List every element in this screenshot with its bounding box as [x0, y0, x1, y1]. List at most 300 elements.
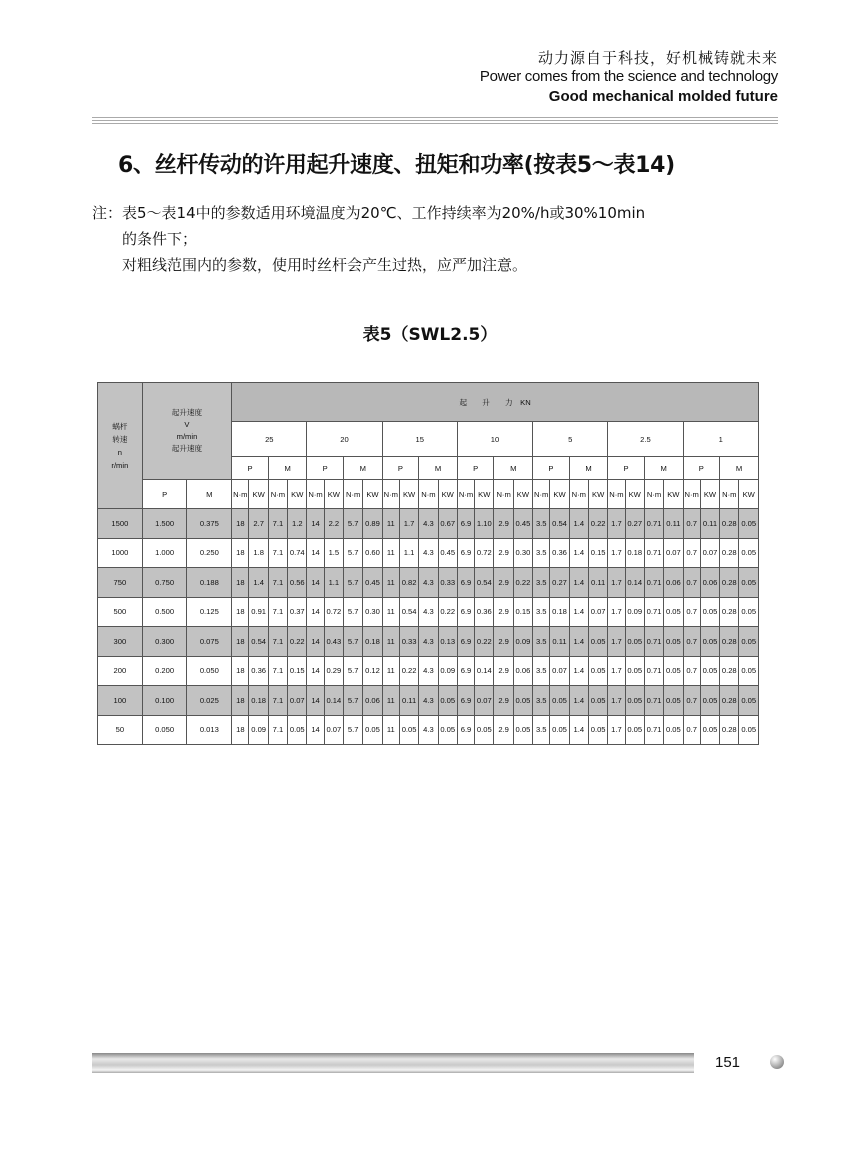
- cell-value: 0.71: [644, 686, 663, 716]
- cell-value: 14: [307, 627, 324, 657]
- cell-value: 5.7: [344, 597, 363, 627]
- cell-value: 18: [232, 568, 249, 598]
- cell-m: 0.188: [187, 568, 232, 598]
- cell-value: 6.9: [457, 538, 474, 568]
- cell-p: 0.050: [142, 715, 187, 745]
- cell-value: 7.1: [268, 686, 287, 716]
- cell-value: 0.71: [644, 597, 663, 627]
- cell-value: 0.72: [324, 597, 343, 627]
- cell-value: 6.9: [457, 568, 474, 598]
- cell-value: 0.18: [363, 627, 382, 657]
- header-p: P: [683, 457, 720, 480]
- header-unit: KW: [324, 480, 343, 509]
- cell-value: 0.82: [399, 568, 418, 598]
- cell-value: 1.7: [608, 568, 625, 598]
- parameter-table: [97, 382, 759, 745]
- cell-value: 0.09: [438, 656, 457, 686]
- header-p: P: [382, 457, 419, 480]
- cell-value: 0.05: [664, 686, 683, 716]
- cell-value: 0.33: [399, 627, 418, 657]
- cell-value: 6.9: [457, 509, 474, 539]
- cell-value: 5.7: [344, 656, 363, 686]
- cell-value: 0.07: [700, 538, 719, 568]
- header-m: M: [569, 457, 608, 480]
- cell-speed: 750: [98, 568, 143, 598]
- cell-value: 4.3: [419, 538, 438, 568]
- header-unit: KW: [625, 480, 644, 509]
- cell-value: 0.71: [644, 509, 663, 539]
- header-unit: N·m: [644, 480, 663, 509]
- cell-value: 6.9: [457, 597, 474, 627]
- cell-value: 2.9: [494, 509, 513, 539]
- cell-value: 5.7: [344, 568, 363, 598]
- cell-value: 0.22: [399, 656, 418, 686]
- cell-value: 4.3: [419, 627, 438, 657]
- cell-value: 0.22: [475, 627, 494, 657]
- cell-value: 6.9: [457, 686, 474, 716]
- note: [92, 200, 645, 278]
- cell-value: 0.27: [625, 509, 644, 539]
- cell-value: 0.54: [249, 627, 268, 657]
- cell-value: 18: [232, 656, 249, 686]
- cell-value: 7.1: [268, 627, 287, 657]
- cell-value: 0.27: [550, 568, 569, 598]
- cell-value: 11: [382, 568, 399, 598]
- header-m: M: [268, 457, 307, 480]
- cell-value: 0.05: [475, 715, 494, 745]
- header-unit: KW: [438, 480, 457, 509]
- cell-value: 0.05: [739, 597, 759, 627]
- header-force-value: 20: [307, 422, 382, 457]
- cell-value: 1.4: [569, 656, 588, 686]
- cell-value: 0.71: [644, 656, 663, 686]
- cell-value: 0.06: [363, 686, 382, 716]
- cell-value: 1.7: [608, 656, 625, 686]
- cell-value: 11: [382, 597, 399, 627]
- header-p: P: [533, 457, 570, 480]
- cell-value: 2.7: [249, 509, 268, 539]
- cell-value: 14: [307, 597, 324, 627]
- cell-value: 0.05: [700, 656, 719, 686]
- cell-value: 4.3: [419, 656, 438, 686]
- header-rule: [92, 120, 778, 121]
- cell-value: 11: [382, 686, 399, 716]
- cell-value: 0.28: [720, 715, 739, 745]
- cell-value: 0.05: [700, 597, 719, 627]
- cell-m: 0.375: [187, 509, 232, 539]
- cell-value: 0.7: [683, 597, 700, 627]
- cell-value: 2.9: [494, 627, 513, 657]
- cell-value: 14: [307, 715, 324, 745]
- header-m: M: [344, 457, 383, 480]
- header-p: P: [232, 457, 269, 480]
- cell-value: 0.05: [739, 568, 759, 598]
- cell-value: 11: [382, 627, 399, 657]
- header-force-value: 5: [533, 422, 608, 457]
- cell-value: 0.05: [739, 656, 759, 686]
- cell-value: 1.7: [608, 686, 625, 716]
- cell-value: 0.05: [664, 656, 683, 686]
- cell-value: 14: [307, 538, 324, 568]
- cell-value: 1.7: [608, 627, 625, 657]
- cell-speed: 50: [98, 715, 143, 745]
- cell-value: 0.18: [249, 686, 268, 716]
- cell-value: 0.05: [625, 686, 644, 716]
- cell-value: 0.71: [644, 627, 663, 657]
- cell-value: 0.05: [588, 715, 607, 745]
- cell-value: 0.89: [363, 509, 382, 539]
- header-unit: KW: [288, 480, 307, 509]
- header-force: 起 升 力 KN: [232, 383, 759, 422]
- cell-value: 0.91: [249, 597, 268, 627]
- cell-value: 0.05: [588, 686, 607, 716]
- cell-value: 4.3: [419, 509, 438, 539]
- cell-p: 0.750: [142, 568, 187, 598]
- slogan-english-bold: Good mechanical molded future: [548, 88, 778, 105]
- cell-value: 1.8: [249, 538, 268, 568]
- cell-value: 0.05: [739, 509, 759, 539]
- cell-value: 0.74: [288, 538, 307, 568]
- cell-value: 5.7: [344, 538, 363, 568]
- table-row: [98, 686, 759, 716]
- table-title: 表5（SWL2.5）: [362, 325, 498, 345]
- cell-value: 5.7: [344, 509, 363, 539]
- cell-value: 0.14: [324, 686, 343, 716]
- cell-value: 1.7: [608, 509, 625, 539]
- cell-value: 0.14: [625, 568, 644, 598]
- cell-p: 0.100: [142, 686, 187, 716]
- header-unit: N·m: [720, 480, 739, 509]
- header-unit: N·m: [232, 480, 249, 509]
- cell-value: 14: [307, 568, 324, 598]
- header-rule: [92, 123, 778, 124]
- cell-value: 0.05: [739, 627, 759, 657]
- cell-value: 2.2: [324, 509, 343, 539]
- section-title: 6、丝杆传动的许用起升速度、扭矩和功率(按表5～表14): [118, 153, 675, 178]
- cell-value: 1.4: [569, 627, 588, 657]
- cell-p: 1.000: [142, 538, 187, 568]
- cell-value: 11: [382, 509, 399, 539]
- cell-value: 0.22: [513, 568, 532, 598]
- cell-value: 1.7: [608, 538, 625, 568]
- cell-m: 0.050: [187, 656, 232, 686]
- header-force-value: 2.5: [608, 422, 683, 457]
- header-speed: 蜗杆 转速 n r/min: [98, 383, 143, 509]
- cell-value: 3.5: [533, 538, 550, 568]
- header-unit: KW: [588, 480, 607, 509]
- header-force-value: 25: [232, 422, 307, 457]
- cell-value: 1.7: [608, 715, 625, 745]
- cell-value: 0.67: [438, 509, 457, 539]
- cell-value: 0.28: [720, 656, 739, 686]
- cell-value: 0.05: [700, 627, 719, 657]
- cell-value: 0.05: [625, 715, 644, 745]
- cell-value: 0.45: [438, 538, 457, 568]
- cell-value: 1.2: [288, 509, 307, 539]
- header-unit: KW: [399, 480, 418, 509]
- cell-value: 7.1: [268, 715, 287, 745]
- header-unit: KW: [739, 480, 759, 509]
- header-force-value: 10: [457, 422, 532, 457]
- cell-value: 0.05: [588, 656, 607, 686]
- header-m: M: [419, 457, 458, 480]
- cell-m: 0.250: [187, 538, 232, 568]
- cell-value: 0.37: [288, 597, 307, 627]
- cell-value: 0.05: [664, 627, 683, 657]
- header-m: M: [720, 457, 759, 480]
- cell-value: 0.05: [550, 686, 569, 716]
- cell-value: 7.1: [268, 538, 287, 568]
- cell-value: 0.11: [700, 509, 719, 539]
- cell-value: 1.5: [324, 538, 343, 568]
- slogan-english: Power comes from the science and technology: [479, 68, 778, 85]
- cell-m: 0.013: [187, 715, 232, 745]
- table-row: [98, 656, 759, 686]
- cell-value: 0.28: [720, 568, 739, 598]
- footer-bar: [92, 1053, 694, 1073]
- cell-value: 0.05: [288, 715, 307, 745]
- cell-value: 4.3: [419, 568, 438, 598]
- cell-value: 3.5: [533, 509, 550, 539]
- cell-value: 18: [232, 627, 249, 657]
- cell-value: 1.4: [569, 568, 588, 598]
- cell-value: 3.5: [533, 627, 550, 657]
- header-unit: N·m: [457, 480, 474, 509]
- cell-value: 3.5: [533, 715, 550, 745]
- cell-value: 0.07: [475, 686, 494, 716]
- cell-value: 0.05: [739, 538, 759, 568]
- header-p: P: [457, 457, 494, 480]
- header-unit: KW: [475, 480, 494, 509]
- cell-value: 7.1: [268, 568, 287, 598]
- table-row: [98, 509, 759, 539]
- note-line: 注：表5～表14中的参数适用环境温度为20℃、工作持续率为20%/h或30%10min: [92, 204, 646, 222]
- cell-value: 0.71: [644, 568, 663, 598]
- cell-value: 1.1: [324, 568, 343, 598]
- cell-speed: 200: [98, 656, 143, 686]
- cell-value: 0.05: [438, 715, 457, 745]
- cell-value: 0.05: [363, 715, 382, 745]
- cell-value: 0.28: [720, 509, 739, 539]
- cell-value: 18: [232, 538, 249, 568]
- cell-value: 0.72: [475, 538, 494, 568]
- note-line: 的条件下；: [122, 230, 198, 248]
- cell-m: 0.025: [187, 686, 232, 716]
- header-p: P: [608, 457, 645, 480]
- cell-value: 0.11: [550, 627, 569, 657]
- cell-value: 5.7: [344, 627, 363, 657]
- header-unit: N·m: [382, 480, 399, 509]
- cell-p: 0.200: [142, 656, 187, 686]
- cell-value: 0.05: [700, 715, 719, 745]
- header-unit: KW: [363, 480, 382, 509]
- cell-value: 2.9: [494, 715, 513, 745]
- header-lift-speed: 起升速度 V m/min 起升速度: [142, 383, 231, 480]
- cell-value: 0.15: [588, 538, 607, 568]
- cell-value: 0.30: [363, 597, 382, 627]
- cell-value: 1.4: [569, 597, 588, 627]
- table-row: [98, 480, 759, 509]
- cell-value: 0.36: [475, 597, 494, 627]
- cell-value: 0.05: [700, 686, 719, 716]
- cell-value: 0.45: [513, 509, 532, 539]
- cell-value: 0.36: [550, 538, 569, 568]
- cell-value: 0.05: [739, 686, 759, 716]
- cell-value: 2.9: [494, 656, 513, 686]
- table-row: [98, 597, 759, 627]
- cell-value: 3.5: [533, 686, 550, 716]
- cell-value: 6.9: [457, 656, 474, 686]
- cell-value: 14: [307, 656, 324, 686]
- footer-ball-decoration: [770, 1055, 784, 1069]
- cell-value: 0.06: [513, 656, 532, 686]
- cell-value: 1.4: [569, 715, 588, 745]
- cell-value: 0.07: [550, 656, 569, 686]
- header-unit: N·m: [569, 480, 588, 509]
- cell-value: 0.11: [399, 686, 418, 716]
- cell-value: 0.07: [324, 715, 343, 745]
- cell-value: 0.56: [288, 568, 307, 598]
- cell-value: 0.7: [683, 627, 700, 657]
- header-rule: [92, 117, 778, 118]
- cell-value: 0.43: [324, 627, 343, 657]
- cell-value: 6.9: [457, 715, 474, 745]
- cell-value: 7.1: [268, 656, 287, 686]
- cell-value: 0.7: [683, 686, 700, 716]
- cell-value: 0.06: [700, 568, 719, 598]
- cell-value: 0.33: [438, 568, 457, 598]
- cell-value: 18: [232, 509, 249, 539]
- cell-value: 0.28: [720, 538, 739, 568]
- cell-value: 0.15: [288, 656, 307, 686]
- cell-value: 0.71: [644, 715, 663, 745]
- table-row: [98, 627, 759, 657]
- page-header: [480, 48, 778, 107]
- note-line: 对粗线范围内的参数，使用时丝杆会产生过热，应严加注意。: [122, 256, 528, 274]
- cell-value: 0.11: [588, 568, 607, 598]
- cell-value: 0.05: [399, 715, 418, 745]
- header-m: M: [187, 480, 232, 509]
- cell-value: 0.14: [475, 656, 494, 686]
- table-row: [98, 568, 759, 598]
- cell-value: 0.09: [625, 597, 644, 627]
- cell-value: 11: [382, 656, 399, 686]
- cell-value: 0.09: [249, 715, 268, 745]
- table-row: [98, 383, 759, 422]
- cell-value: 0.7: [683, 715, 700, 745]
- cell-speed: 500: [98, 597, 143, 627]
- cell-value: 2.9: [494, 686, 513, 716]
- cell-value: 0.11: [664, 509, 683, 539]
- header-p: P: [307, 457, 344, 480]
- cell-value: 18: [232, 715, 249, 745]
- slogan-chinese: 动力源自于科技，好机械铸就未来: [537, 49, 778, 67]
- cell-value: 18: [232, 686, 249, 716]
- cell-value: 0.54: [550, 509, 569, 539]
- cell-value: 0.28: [720, 597, 739, 627]
- cell-value: 2.9: [494, 597, 513, 627]
- header-unit: N·m: [494, 480, 513, 509]
- cell-value: 0.30: [513, 538, 532, 568]
- cell-value: 0.29: [324, 656, 343, 686]
- cell-value: 1.1: [399, 538, 418, 568]
- cell-value: 14: [307, 509, 324, 539]
- cell-value: 0.28: [720, 686, 739, 716]
- cell-value: 1.10: [475, 509, 494, 539]
- cell-p: 1.500: [142, 509, 187, 539]
- cell-value: 0.22: [588, 509, 607, 539]
- cell-value: 0.12: [363, 656, 382, 686]
- cell-value: 1.4: [569, 509, 588, 539]
- header-unit: N·m: [344, 480, 363, 509]
- header-unit: KW: [550, 480, 569, 509]
- cell-value: 3.5: [533, 597, 550, 627]
- header-unit: N·m: [608, 480, 625, 509]
- cell-value: 0.05: [550, 715, 569, 745]
- cell-speed: 300: [98, 627, 143, 657]
- cell-value: 2.9: [494, 568, 513, 598]
- cell-value: 0.07: [664, 538, 683, 568]
- table-row: [98, 715, 759, 745]
- cell-value: 0.22: [288, 627, 307, 657]
- cell-speed: 100: [98, 686, 143, 716]
- header-unit: N·m: [683, 480, 700, 509]
- cell-value: 0.05: [588, 627, 607, 657]
- cell-value: 18: [232, 597, 249, 627]
- page-number: 151: [715, 1054, 741, 1071]
- cell-value: 1.4: [569, 538, 588, 568]
- header-m: M: [494, 457, 533, 480]
- cell-speed: 1500: [98, 509, 143, 539]
- cell-value: 0.7: [683, 656, 700, 686]
- cell-value: 7.1: [268, 597, 287, 627]
- cell-value: 0.05: [438, 686, 457, 716]
- cell-value: 0.13: [438, 627, 457, 657]
- cell-value: 11: [382, 715, 399, 745]
- cell-value: 0.18: [625, 538, 644, 568]
- cell-value: 0.71: [644, 538, 663, 568]
- cell-value: 0.60: [363, 538, 382, 568]
- cell-value: 11: [382, 538, 399, 568]
- cell-value: 14: [307, 686, 324, 716]
- cell-value: 0.15: [513, 597, 532, 627]
- cell-value: 0.05: [664, 715, 683, 745]
- cell-value: 5.7: [344, 686, 363, 716]
- cell-value: 6.9: [457, 627, 474, 657]
- cell-value: 5.7: [344, 715, 363, 745]
- cell-value: 7.1: [268, 509, 287, 539]
- cell-value: 4.3: [419, 597, 438, 627]
- cell-value: 0.05: [664, 597, 683, 627]
- cell-value: 0.05: [625, 656, 644, 686]
- cell-value: 4.3: [419, 715, 438, 745]
- cell-value: 0.05: [513, 715, 532, 745]
- cell-value: 1.4: [249, 568, 268, 598]
- header-unit: N·m: [533, 480, 550, 509]
- cell-m: 0.075: [187, 627, 232, 657]
- cell-value: 0.05: [513, 686, 532, 716]
- header-m: M: [644, 457, 683, 480]
- table-row: [98, 538, 759, 568]
- cell-value: 1.7: [608, 597, 625, 627]
- cell-value: 0.36: [249, 656, 268, 686]
- cell-value: 0.45: [363, 568, 382, 598]
- cell-p: 0.500: [142, 597, 187, 627]
- header-force-value: 15: [382, 422, 457, 457]
- cell-value: 2.9: [494, 538, 513, 568]
- cell-value: 0.05: [625, 627, 644, 657]
- header-unit: KW: [249, 480, 268, 509]
